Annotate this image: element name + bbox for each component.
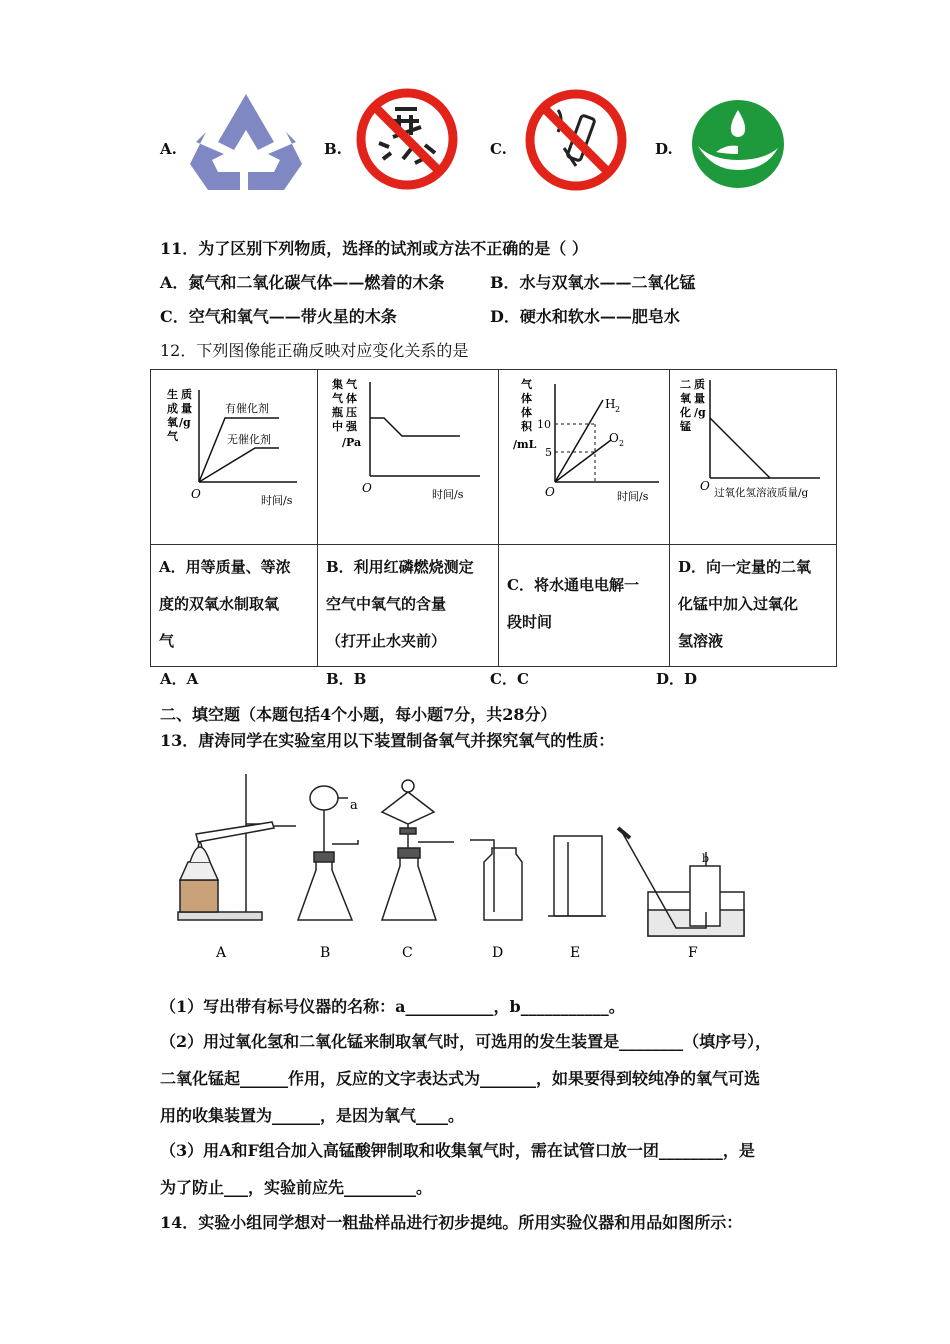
- svg-text:气: 气: [167, 430, 178, 443]
- caption-c: C．将水通电电解一 段时间: [499, 545, 670, 667]
- q13-apparatus-figure: [160, 762, 760, 967]
- svg-text:积: 积: [521, 420, 532, 433]
- svg-text:生: 生: [167, 388, 178, 401]
- svg-text:/mL: /mL: [513, 438, 537, 451]
- svg-text:量: 量: [694, 392, 705, 405]
- no-smoking-icon: [524, 88, 628, 192]
- graph-d: [670, 370, 836, 540]
- line-with-catalyst: [199, 418, 279, 482]
- svg-text:2: 2: [615, 405, 621, 414]
- svg-text:a: a: [350, 798, 358, 813]
- q13-part2-line2: 二氧化锰起______作用，反应的文字表达式为_______，如果要得到较纯净的氧气可选: [160, 1069, 761, 1088]
- q11-option-b: B．水与双氧水——二氧化锰: [490, 273, 696, 292]
- svg-text:气: 气: [346, 378, 357, 391]
- svg-text:过氧化氢溶液质量/g: 过氧化氢溶液质量/g: [714, 487, 809, 499]
- svg-text:/g: /g: [179, 416, 191, 429]
- q12-answer-d: D．D: [656, 670, 698, 688]
- caption-a: A．用等质量、等浓 度的双氧水制取氧 气: [151, 545, 318, 667]
- q13-part3-line2: 为了防止___，实验前应先_________。: [160, 1178, 433, 1197]
- svg-text:时间/s: 时间/s: [261, 494, 293, 507]
- recycle-icon: [188, 92, 304, 192]
- q11-option-d: D．硬水和软水——肥皂水: [490, 307, 680, 326]
- q11-option-c: C．空气和氧气——带火星的木条: [160, 307, 397, 326]
- graph-d-cell: [670, 370, 837, 545]
- h2-line: [555, 400, 603, 482]
- caption-b: B．利用红磷燃烧测定 空气中氧气的含量 （打开止水夹前）: [318, 545, 499, 667]
- svg-text:氧: 氧: [167, 416, 178, 429]
- svg-text:质: 质: [694, 378, 705, 391]
- q13-stem: 13．唐涛同学在实验室用以下装置制备氧气并探究氧气的性质：: [160, 731, 615, 750]
- graph-b: [318, 370, 498, 540]
- svg-text:H: H: [605, 397, 616, 411]
- svg-text:b: b: [702, 852, 710, 865]
- section-2-title: 二、填空题（本题包括4个小题，每小题7分，共28分）: [160, 705, 557, 724]
- svg-text:时间/s: 时间/s: [617, 490, 649, 503]
- option-d-label: D.: [655, 140, 673, 158]
- svg-text:C: C: [402, 945, 413, 961]
- option-a-label: A.: [160, 140, 177, 158]
- svg-text:量: 量: [181, 402, 192, 415]
- q12-answer-c: C．C: [490, 670, 529, 688]
- graph-a-cell: [151, 370, 318, 545]
- q13-part2-line3: 用的收集装置为______，是因为氧气____。: [160, 1106, 465, 1125]
- svg-text:二: 二: [680, 378, 691, 391]
- mno2-line: [710, 418, 770, 478]
- svg-text:O: O: [700, 479, 710, 493]
- svg-text:O: O: [609, 431, 619, 445]
- svg-text:B: B: [320, 945, 331, 961]
- no-firework-icon: [355, 87, 459, 191]
- svg-text:2: 2: [619, 439, 625, 448]
- pressure-line: [370, 418, 460, 436]
- svg-text:瓶: 瓶: [332, 406, 343, 419]
- svg-text:10: 10: [537, 418, 551, 431]
- svg-text:氧: 氧: [680, 392, 691, 405]
- graph-b-cell: [318, 370, 499, 545]
- q12-answer-a: A．A: [160, 670, 199, 688]
- svg-text:无催化剂: 无催化剂: [227, 433, 271, 446]
- svg-text:强: 强: [346, 420, 357, 433]
- svg-text:中: 中: [332, 420, 343, 433]
- svg-text:时间/s: 时间/s: [432, 488, 464, 501]
- svg-text:压: 压: [346, 406, 357, 419]
- q14-stem: 14．实验小组同学想对一粗盐样品进行初步提纯。所用实验仪器和用品如图所示：: [160, 1213, 743, 1232]
- svg-text:O: O: [545, 485, 555, 499]
- svg-text:质: 质: [181, 388, 192, 401]
- svg-text:O: O: [191, 487, 201, 501]
- svg-text:体: 体: [346, 392, 357, 405]
- svg-text:体: 体: [521, 406, 532, 419]
- svg-text:D: D: [492, 945, 504, 961]
- svg-text:F: F: [688, 945, 698, 961]
- svg-text:O: O: [362, 481, 372, 495]
- option-c-label: C.: [490, 140, 507, 158]
- svg-text:有催化剂: 有催化剂: [225, 402, 269, 415]
- svg-text:/g: /g: [694, 406, 706, 419]
- caption-d: D．向一定量的二氧 化锰中加入过氧化 氢溶液: [670, 545, 837, 667]
- svg-text:5: 5: [545, 446, 552, 459]
- svg-text:化: 化: [680, 406, 691, 419]
- svg-text:锰: 锰: [680, 420, 691, 433]
- graph-c: [499, 370, 669, 540]
- q12-stem: 12．下列图像能正确反映对应变化关系的是: [160, 341, 469, 360]
- q13-part2-line1: （2）用过氧化氢和二氧化锰来制取氧气时，可选用的发生装置是________（填序号），: [160, 1032, 772, 1051]
- svg-text:气: 气: [332, 392, 343, 405]
- svg-text:体: 体: [521, 392, 532, 405]
- graph-a: [151, 370, 317, 540]
- option-b-label: B.: [324, 140, 342, 158]
- q13-part1: （1）写出带有标号仪器的名称：a___________，b___________。: [160, 997, 625, 1016]
- svg-text:/Pa: /Pa: [342, 436, 362, 449]
- q11-option-a: A．氮气和二氧化碳气体——燃着的木条: [160, 273, 445, 292]
- q13-part3-line1: （3）用A和F组合加入高锰酸钾制取和收集氧气时，需在试管口放一团________，是: [160, 1141, 755, 1160]
- svg-text:A: A: [216, 945, 227, 961]
- q11-stem: 11．为了区别下列物质，选择的试剂或方法不正确的是（ ）: [160, 239, 588, 258]
- o2-line: [555, 440, 611, 482]
- svg-text:成: 成: [167, 402, 178, 415]
- water-saving-icon: [690, 98, 786, 190]
- svg-text:气: 气: [521, 378, 532, 391]
- svg-text:E: E: [570, 945, 581, 961]
- graph-c-cell: [499, 370, 670, 545]
- q12-options-table: [150, 369, 837, 667]
- svg-text:集: 集: [332, 378, 343, 391]
- q12-answer-b: B．B: [326, 670, 367, 688]
